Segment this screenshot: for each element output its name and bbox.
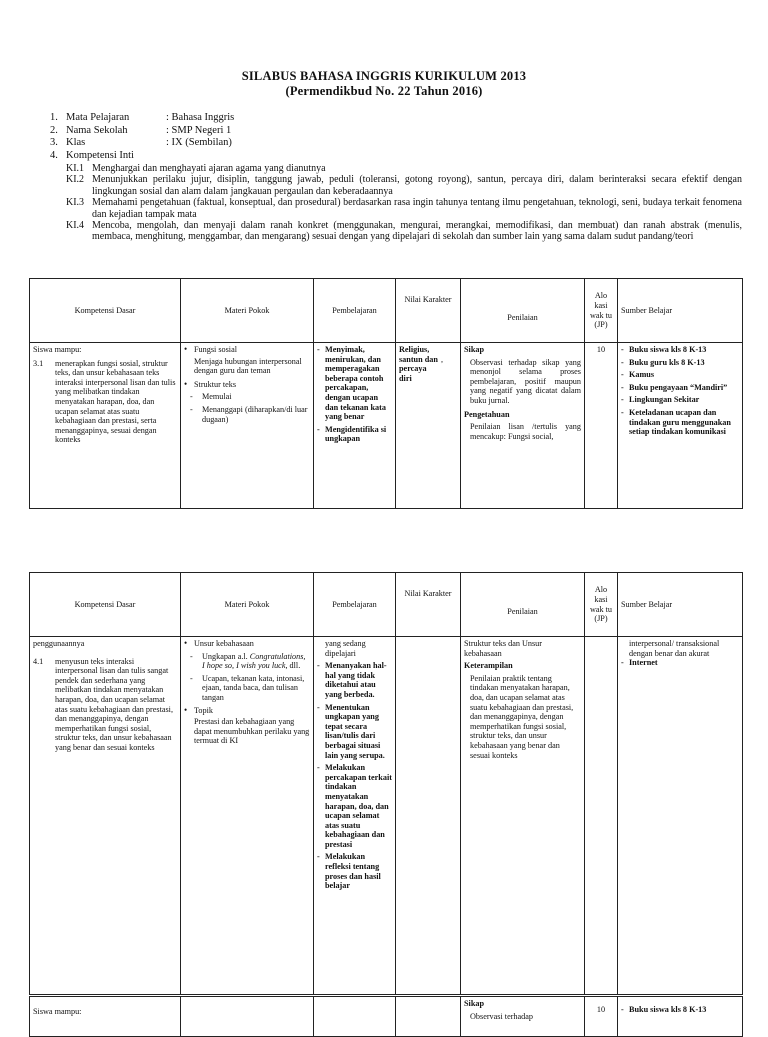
cell-nilai-karakter [396,637,461,995]
ki-text: Menghargai dan menghayati ajaran agama yang dianutnya [92,163,326,174]
identity-list [50,112,234,162]
pembelajaran-item: - Melakukan refleksi tentang proses dan hasil belajar [317,852,392,890]
identity-number: 2. [50,124,58,136]
materi-struktur-heading: • Struktur teks [184,380,310,390]
cell-nilai-karakter [396,997,461,1037]
header-materi-pokok: Materi Pokok [181,573,314,637]
materi-unsur-heading: • Unsur kebahasaan [184,639,310,649]
identity-row [50,112,234,125]
syllabus-table-1 [29,278,743,509]
cell-materi-pokok [181,343,314,509]
identity-label: Nama Sekolah [66,124,128,136]
header-kompetensi-dasar: Kompetensi Dasar [30,279,181,343]
identity-value: : IX (Sembilan) [166,137,232,148]
document-subtitle: (Permendikbud No. 22 Tahun 2016) [285,84,483,98]
identity-row [50,150,234,163]
sikap-text: Observasi terhadap sikap yang menonjol selama proses pembelajaran, positif maupun yang negatif yang dicatat dalam buku jurnal. [470,357,581,405]
sumber-item: - Internet [621,658,739,668]
materi-fungsi-heading: • Fungsi sosial [184,345,310,355]
identity-label: Mata Pelajaran [66,112,130,123]
identity-label: Klas [66,137,86,148]
sumber-item: - Buku guru kls 8 K-13 [621,358,739,368]
header-pembelajaran: Pembelajaran [314,573,396,637]
sikap-heading: Sikap [464,999,485,1008]
identity-row [50,137,234,150]
header-penilaian: Penilaian [461,573,585,637]
document-title: SILABUS BAHASA INGGRIS KURIKULUM 2013 [241,69,527,83]
sikap-heading: Sikap [464,345,485,354]
kd-text: menerapkan fungsi sosial, struktur teks, dan unsur kebahasaan teks interaksi interpersonal lisan dan tulis yang melibatkan tindakan menyatakan harapan, doa, dan ucapan selamat atas suatu kebahagiaan dan prestasi, serta menanggapinya, sesuai dengan konteks [55,358,176,445]
syllabus-table-2 [29,572,743,995]
pembelajaran-continuation: yang sedang dipelajari [325,639,366,658]
sumber-item: - Kamus [621,370,739,380]
kompetensi-inti-list [66,163,742,243]
syllabus-table-3 [29,996,743,1037]
cell-sumber-belajar [618,343,743,509]
header-sumber-belajar: Sumber Belajar [618,279,743,343]
table-header-row [30,573,743,637]
ki-code: KI.2 [66,174,85,186]
ki-item [66,174,742,197]
identity-label: Kompetensi Inti [66,149,134,161]
header-materi-pokok: Materi Pokok [181,279,314,343]
cell-materi-pokok [181,637,314,995]
identity-row [50,125,234,138]
materi-memulai: - Memulai [188,392,310,402]
kd-text: menyusun teks interaksi interpersonal lisan dan tulis sangat pendek dan sederhana yang melibatkan tindakan menyatakan harapan, doa, dan ucapan selamat atas suatu kebahagiaan dan prestasi, dan menanggapinya, dengan memperhatikan fungsi sosial, struktur teks, dan unsur kebahasaan yang benar dan sesuai konteks [55,656,173,752]
cell-pembelajaran [314,637,396,995]
keterampilan-text: Penilaian praktik tentang tindakan menyatakan harapan, doa, dan ucapan selamat atas suatu kebahagiaan dan prestasi, dan menanggapinya, dengan memperhatikan fungsi sosial, struktur teks, dan unsur kebahasaan yang benar dan sesuai konteks [470,673,574,760]
nilai-separator: , [441,355,444,364]
ki-code: KI.1 [66,163,85,174]
cell-alokasi-waktu [585,637,618,995]
ki-text: Mencoba, mengolah, dan menyaji dalam ranah konkret (menggunakan, mengurai, merangkai, memodifikasi, dan membuat) dan ranah abstrak (menulis, membaca, menghitung, menggambar, dan mengarang) sesuai dengan yang dipelajari di sekolah dan sumber lain yang sama dalam sudut pandang/teori [92,220,742,243]
table-row [30,343,743,509]
pembelajaran-item: - Mengidentifika si ungkapan [317,425,392,444]
kd-number: 4.1 [33,656,44,666]
materi-fungsi-text: Menjaga hubungan interpersonal dengan guru dan teman [194,356,302,376]
nilai-karakter-text: Religius, santun dan percaya diri [399,345,438,383]
cell-sumber-belajar [618,997,743,1037]
cell-pembelajaran [314,997,396,1037]
cell-materi-pokok [181,997,314,1037]
identity-number: 4. [50,149,58,161]
ki-item [66,197,742,220]
header-nilai-karakter: Nilai Karakter [396,279,461,343]
sumber-item: - Lingkungan Sekitar [621,395,739,405]
table-header-row [30,279,743,343]
ki-code: KI.3 [66,197,85,209]
kd-intro: Siswa mampu: [33,345,82,354]
table-row [30,637,743,995]
identity-value: : SMP Negeri 1 [166,124,232,136]
cell-nilai-karakter [396,343,461,509]
header-sumber-belajar: Sumber Belajar [618,573,743,637]
sumber-item: - Buku siswa kls 8 K-13 [621,1005,739,1015]
pembelajaran-item: - Menanyakan hal-hal yang tidak diketahui atau yang berbeda. [317,661,392,699]
pembelajaran-item: - Menyimak, menirukan, dan memperagakan beberapa contoh percakapan, dengan ucapan dan tekanan kata yang benar [317,345,392,422]
materi-topik-text: Prestasi dan kebahagiaan yang dapat menumbuhkan perilaku yang termuat di KI [194,717,310,746]
cell-kompetensi-dasar [30,637,181,995]
sumber-item: - Buku siswa kls 8 K-13 [621,345,739,355]
materi-topik-heading: • Topik [184,706,310,716]
ki-item [66,220,742,243]
header-penilaian: Penilaian [461,279,585,343]
sumber-continuation: interpersonal/ transaksional dengan benar dan akurat [629,639,720,658]
ki-item [66,163,742,174]
cell-alokasi-waktu: 10 [585,343,618,509]
materi-ucapan: - Ucapan, tekanan kata, intonasi, ejaan, tanda baca, dan tulisan tangan [188,674,310,703]
sumber-item: - Buku pengayaan “Mandiri” [621,383,739,393]
pengetahuan-heading: Pengetahuan [464,409,510,419]
cell-kompetensi-dasar: Siswa mampu: [30,997,181,1037]
identity-number: 1. [50,112,58,123]
header-kompetensi-dasar: Kompetensi Dasar [30,573,181,637]
sikap-text: Observasi terhadap [470,1011,533,1021]
header-nilai-karakter: Nilai Karakter [396,573,461,637]
keterampilan-heading: Keterampilan [464,661,513,671]
ungkapan-examples: Congratulations, I hope so, I wish you luck [202,651,306,671]
ungkapan-prefix: Ungkapan a.l. [202,651,250,661]
kd-number: 3.1 [33,358,44,368]
kd-continuation: penggunaannya [33,639,85,648]
pengetahuan-text: Penilaian lisan /tertulis yang mencakup: Fungsi social, [470,422,581,441]
ki-text: Memahami pengetahuan (faktual, konseptual, dan prosedural) berdasarkan rasa ingin tahunya tentang ilmu pengetahuan, teknologi, seni, budaya terkait fenomena dan kejadian tampak mata [92,197,742,220]
pembelajaran-item: - Menentukan ungkapan yang tepat secara lisan/tulis dari berbagai situasi lain yang serupa. [317,703,392,761]
materi-ungkapan [188,652,310,671]
cell-penilaian [461,997,585,1037]
identity-number: 3. [50,137,58,148]
ki-code: KI.4 [66,220,85,232]
cell-kompetensi-dasar [30,343,181,509]
materi-menanggapi: - Menanggapi (diharapkan/di luar dugaan) [188,405,310,424]
cell-pembelajaran [314,343,396,509]
identity-value: : Bahasa Inggris [166,112,235,123]
header-alokasi-waktu: Alo kasi wak tu (JP) [585,573,618,637]
header-pembelajaran: Pembelajaran [314,279,396,343]
penilaian-continuation: Struktur teks dan Unsur kebahasaan [464,639,543,658]
ungkapan-suffix: , dll. [285,661,301,671]
sumber-item: - Keteladanan ucapan dan tindakan guru menggunakan setiap tindakan komunikasi [621,408,739,437]
cell-penilaian [461,637,585,995]
table-row [30,997,743,1037]
ki-text: Menunjukkan perilaku jujur, disiplin, tanggung jawab, peduli (toleransi, gotong royong), santun, percaya diri, dalam berinteraksi secara efektif dengan lingkungan sosial dan alam dalam jangkauan pergaulan dan keberadaannya [92,174,742,197]
pembelajaran-item: - Melakukan percakapan terkait tindakan menyatakan harapan, doa, dan ucapan selamat atas suatu kebahagiaan dan prestasi [317,763,392,849]
cell-alokasi-waktu: 10 [585,997,618,1037]
cell-sumber-belajar [618,637,743,995]
cell-penilaian [461,343,585,509]
header-alokasi-waktu: Alo kasi wak tu (JP) [585,279,618,343]
